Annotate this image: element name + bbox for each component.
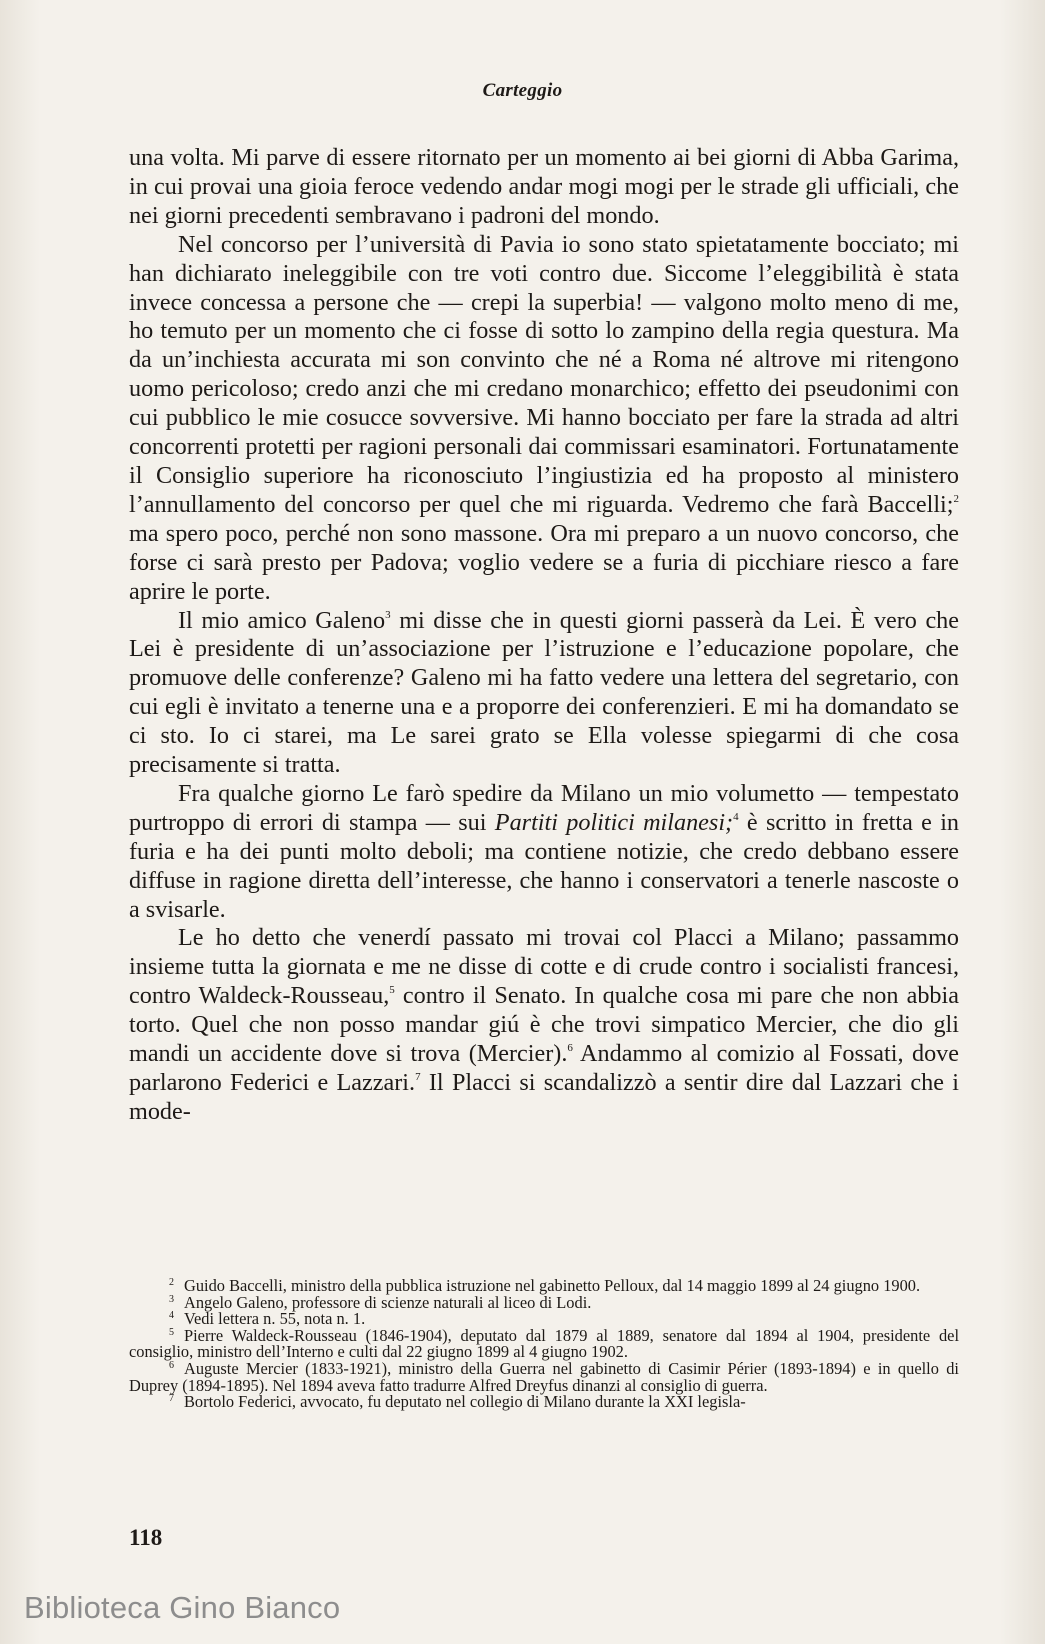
footnote-number: 2 [169,1277,174,1288]
paragraph-4-text-a: Fra qualche giorno Le farò spedire da Milano un mio volumetto — tempestato purtroppo di errori di stampa — sui [129,779,959,836]
footnote-number: 6 [169,1359,174,1371]
footnote-text: Vedi lettera n. 55, nota n. 1. [184,1309,366,1329]
footnote [129,1394,959,1411]
footnote-text: Pierre Waldeck-Rousseau (1846-1904), deputato dal 1879 al 1889, senatore dal 1894 al 1904, presidente del consiglio, ministro dell’Interno e culti dal 22 giugno 1899 al 4 giugno 1902. [129,1325,959,1362]
paragraph-5-text-c: Andammo al comizio al Fossati, dove parlarono Federici e Lazzari. [129,1040,960,1096]
paragraph-2-text-b: ma spero poco, perché non sono massone. Ora mi preparo a un nuovo concorso, che forse ci sarà presto per Padova; voglio vedere se a furia di picchiare riesco a fare aprire le porte. [129,519,959,605]
paragraph-2-text-a: Nel concorso per l’università di Pavia io sono stato spietatamente bocciato; mi han dichiarato ineleggibile con tre voti contro due. Siccome l’eleggibilità è stata invece concessa a persone che — crepi la superbia! — valgono molto meno di me, ho temuto per un momento che ci fosse di sotto lo zampino della regia questura. Ma da un’inchiesta accurata mi son convinto che né a Roma né altrove mi ritengono uomo pericoloso; credo anzi che mi credano monarchico; effetto dei pseudonimi con cui pubblico le mie cosucce sovversive. Mi hanno bocciato per fare la strada ad altri concorrenti protetti per ragioni personali dai commissari esaminatori. Fortunatamente il Consiglio superiore ha riconosciuto l’ingiustizia ed ha proposto al ministero l’annullamento del concorso per quel che mi riguarda. Vedremo che farà Baccelli; [129,230,959,518]
footnote-text: Guido Baccelli, ministro della pubblica istruzione nel gabinetto Pelloux, dal 14 maggio 1899 al 24 giugno 1900. [184,1276,921,1295]
footnote-text: Bortolo Federici, avvocato, fu deputato nel collegio di Milano durante la XXI legisla- [184,1392,746,1412]
footnote-number: 7 [169,1393,174,1405]
footnote-number: 4 [169,1310,174,1322]
footnote [129,1358,959,1395]
footnote-text: Angelo Galeno, professore di scienze naturali al liceo di Lodi. [184,1292,592,1312]
footnote [129,1325,959,1362]
paragraph-3-text-a: Il mio amico Galeno [178,606,386,634]
note-ref-7: 7 [415,1071,421,1083]
paragraph-5-text-b: contro il Senato. In qualche cosa mi pare che non abbia torto. Quel che non posso mandar giú è che trovi simpatico Mercier, che dio gli mandi un accidente dove si trova (Mercier). [129,982,959,1068]
note-ref-2: 2 [953,492,959,505]
footnote-number: 5 [169,1326,174,1338]
paragraph-1-text: una volta. Mi parve di essere ritornato per un momento ai bei giorni di Abba Garima, in cui provai una gioia feroce vedendo andar mogi mogi per le strade gli ufficiali, che nei giorni precedenti sembravano i padroni del mondo. [129,144,959,229]
running-header: Carteggio [482,80,563,101]
paragraph-3 [129,607,959,780]
note-ref-5: 5 [389,984,395,997]
paragraph-5-text-d: Il Placci si scandalizzò a sentir dire dal Lazzari che i mode- [129,1069,959,1125]
paragraph-4 [129,780,959,925]
book-title: Partiti politici milanesi; [494,808,734,836]
paragraph-1 [129,144,959,231]
paragraph-5 [129,924,959,1126]
paragraph-3-text-b: mi disse che in questi giorni passerà da Lei. È vero che Lei è presidente di un’associazione per l’istruzione e l’educazione popolare, che promuove delle conferenze? Galeno mi ha fatto vedere una lettera del segretario, con cui egli è invitato a tenerne una e a proporre dei conferenzieri. E mi ha domandato se ci sto. Io ci starei, ma Le sarei grato se Ella volesse spiegarmi di che cosa precisamente si tratta. [129,606,960,779]
note-ref-4: 4 [733,810,739,823]
footnotes [129,1278,959,1411]
paragraph-2 [129,231,959,607]
note-ref-6: 6 [567,1042,573,1055]
note-ref-3: 3 [385,608,391,621]
footnote-text: Auguste Mercier (1833-1921), ministro della Guerra nel gabinetto di Casimir Périer (1893-1894) e in quello di Duprey (1894-1895). Nel 1894 aveva fatto tradurre Alfred Dreyfus dinanzi al consiglio di guerra. [129,1358,959,1395]
page-number: 118 [129,1525,163,1550]
paragraph-5-text-a: Le ho detto che venerdí passato mi trovai col Placci a Milano; passammo insieme tutta la giornata e me ne disse di cotte e di crude contro i socialisti francesi, contro Waldeck-Rousseau, [129,924,959,1010]
paragraph-4-text-b: è scritto in fretta e in furia e ha dei punti molto deboli; ma contiene notizie, che credo debbano essere diffuse in ragione diretta dell’interesse, che hanno i conservatori a tenerle nascoste o a svisarle. [129,808,960,923]
library-watermark: Biblioteca Gino Bianco [24,1590,341,1625]
letter-body [129,144,959,1127]
footnote-number: 3 [169,1293,174,1305]
